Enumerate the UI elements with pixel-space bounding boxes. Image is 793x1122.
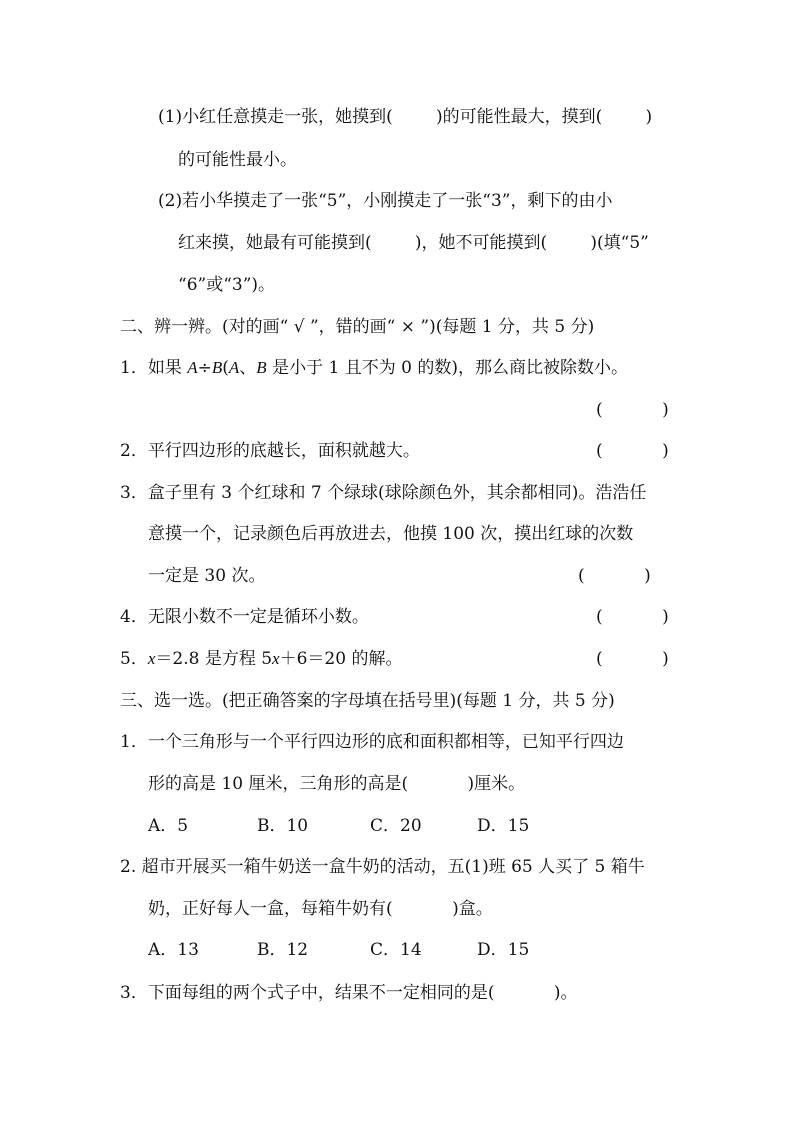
choice-q2-option-c: C．14 — [370, 940, 422, 960]
choice-q2-line1: 2. 超市开展买一箱牛奶送一盒牛奶的活动，五(1)班 65 人买了 5 箱牛 — [120, 857, 645, 877]
section2-heading: 二、辨一辨。(对的画“ √ ”，错的画“ × ”)(每题 1 分，共 5 分) — [120, 317, 595, 337]
section3-heading: 三、选一选。(把正确答案的字母填在括号里)(每题 1 分，共 5 分) — [120, 691, 615, 711]
judge-item-1: 1．如果 A÷B(A、B 是小于 1 且不为 0 的数)，那么商比被除数小。 — [120, 358, 628, 378]
judge-item-4: 4．无限小数不一定是循环小数。 — [120, 607, 369, 627]
choice-q2-line2: 奶，正好每人一盒，每箱牛奶有( )盒。 — [148, 899, 493, 919]
choice-q2-option-a: A．13 — [148, 940, 199, 960]
choice-q1-option-a: A．5 — [148, 816, 189, 836]
judge-answer-2[interactable]: ( ) — [596, 441, 669, 461]
judge-item-3-line2: 意摸一个，记录颜色后再放进去，他摸 100 次，摸出红球的次数 — [148, 524, 634, 544]
choice-q1-option-b: B．10 — [257, 816, 309, 836]
choice-q2-option-d: D．15 — [477, 940, 530, 960]
choice-q3-line1: 3．下面每组的两个式子中，结果不一定相同的是( )。 — [120, 983, 578, 1003]
q1-line2: 的可能性最小。 — [178, 150, 297, 170]
q2-line1: (2)若小华摸走了一张“5”，小刚摸走了一张“3”，剩下的由小 — [158, 191, 613, 211]
q2-line3: “6”或“3”)。 — [178, 275, 276, 295]
choice-q1-option-c: C．20 — [370, 816, 422, 836]
q1-line1: (1)小红任意摸走一张，她摸到( )的可能性最大，摸到( ) — [158, 107, 653, 127]
judge-item-3-line1: 3．盒子里有 3 个红球和 7 个绿球(球除颜色外，其余都相同)。浩浩任 — [120, 483, 647, 503]
choice-q1-line1: 1．一个三角形与一个平行四边形的底和面积都相等，已知平行四边 — [120, 732, 624, 752]
q2-line2: 红来摸，她最有可能摸到( )，她不可能摸到( )(填“5” — [178, 233, 649, 253]
choice-q1-line2: 形的高是 10 厘米，三角形的高是( )厘米。 — [148, 774, 526, 794]
judge-answer-3[interactable]: ( ) — [578, 566, 651, 586]
judge-item-2: 2．平行四边形的底越长，面积就越大。 — [120, 441, 420, 461]
judge-item-5: 5．x＝2.8 是方程 5x＋6＝20 的解。 — [120, 649, 403, 669]
choice-q2-option-b: B．12 — [257, 940, 309, 960]
judge-item-3-line3: 一定是 30 次。 — [148, 566, 266, 586]
choice-q1-option-d: D．15 — [477, 816, 530, 836]
judge-answer-4[interactable]: ( ) — [596, 607, 669, 627]
judge-answer-1[interactable]: ( ) — [596, 400, 669, 420]
judge-answer-5[interactable]: ( ) — [596, 649, 669, 669]
